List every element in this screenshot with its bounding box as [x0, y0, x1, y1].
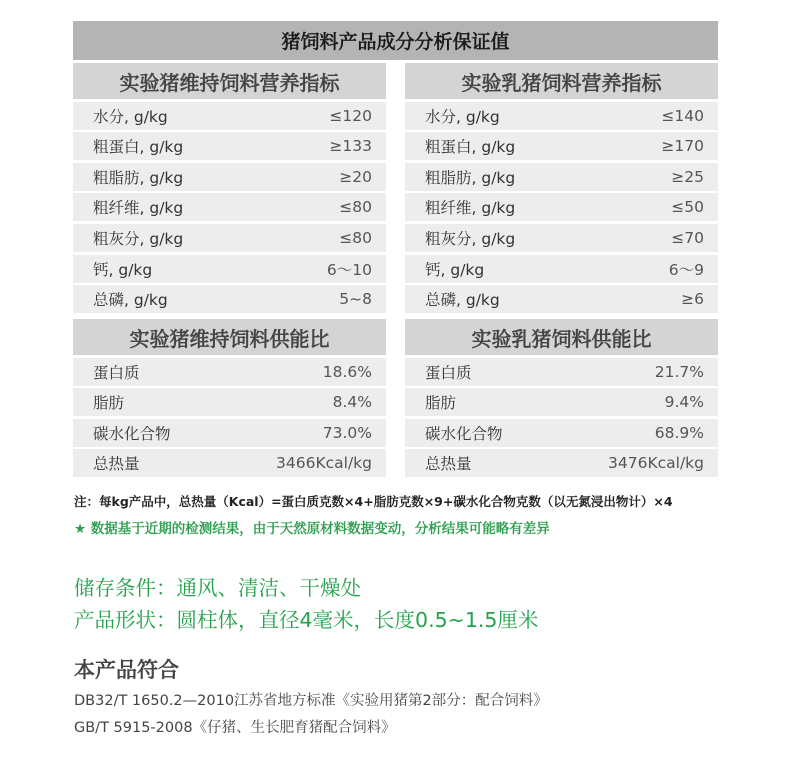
row-value: 8.4%: [332, 393, 372, 412]
row-label: 粗灰分, g/kg: [425, 229, 516, 248]
main-title: 猪饲料产品成分分析保证值: [73, 21, 718, 60]
row-label: 总热量: [93, 455, 140, 474]
table-row: [73, 163, 386, 191]
row-label: 钙, g/kg: [93, 260, 153, 279]
row-label: 蛋白质: [93, 363, 140, 382]
table-header: 实验乳猪饲料供能比: [405, 319, 718, 355]
table-row: [405, 193, 718, 221]
table-row: [405, 449, 718, 477]
table-row: [73, 388, 386, 416]
row-value: ≤140: [661, 106, 704, 125]
row-label: 粗蛋白, g/kg: [93, 138, 184, 157]
row-label: 粗脂肪, g/kg: [425, 168, 516, 187]
calorie-note: 注：每kg产品中，总热量（Kcal）=蛋白质克数×4+脂肪克数×9+碳水化合物克数（以无氮浸出物计）×4: [74, 494, 673, 509]
row-value: ≤120: [329, 106, 372, 125]
table-row: [405, 255, 718, 283]
piglet-energy-table: [405, 319, 718, 477]
row-value: ≥170: [661, 137, 704, 156]
table-row: [73, 132, 386, 160]
table-row: [405, 132, 718, 160]
standard-item: GB/T 5915-2008《仔猪、生长肥育猪配合饲料》: [74, 720, 396, 736]
row-label: 总热量: [425, 455, 472, 474]
table-row: [73, 358, 386, 386]
row-label: 粗纤维, g/kg: [93, 199, 184, 218]
row-label: 碳水化合物: [93, 424, 171, 443]
row-value: ≤70: [671, 228, 704, 247]
row-label: 碳水化合物: [425, 424, 503, 443]
row-value: 6～9: [668, 260, 704, 279]
row-value: 3466Kcal/kg: [276, 454, 372, 473]
table-row: [405, 285, 718, 313]
table-row: [405, 419, 718, 447]
row-label: 钙, g/kg: [425, 260, 485, 279]
row-value: 5~8: [339, 290, 372, 309]
row-value: ≥133: [329, 137, 372, 156]
table-row: [405, 388, 718, 416]
maintenance-energy-table: [73, 319, 386, 477]
row-label: 脂肪: [93, 394, 125, 413]
data-disclaimer: ★ 数据基于近期的检测结果，由于天然原材料数据变动，分析结果可能略有差异: [74, 521, 550, 537]
row-label: 总磷, g/kg: [425, 291, 500, 310]
storage-conditions: 储存条件：通风、清洁、干燥处: [74, 576, 361, 600]
table-row: [73, 285, 386, 313]
table-row: [73, 224, 386, 252]
row-value: 73.0%: [322, 423, 372, 442]
row-value: 68.9%: [654, 423, 704, 442]
standard-item: DB32/T 1650.2—2010江苏省地方标准《实验用猪第2部分：配合饲料》: [74, 693, 548, 709]
table-header: 实验猪维持饲料供能比: [73, 319, 386, 355]
table-row: [73, 255, 386, 283]
row-value: ≤50: [671, 198, 704, 217]
row-value: 18.6%: [322, 362, 372, 381]
row-label: 总磷, g/kg: [93, 291, 168, 310]
row-value: ≥6: [681, 290, 704, 309]
row-label: 蛋白质: [425, 363, 472, 382]
table-row: [73, 193, 386, 221]
row-value: ≥25: [671, 167, 704, 186]
maintenance-nutrition-table: [73, 63, 386, 313]
table-row: [73, 102, 386, 130]
row-value: 21.7%: [654, 362, 704, 381]
product-shape: 产品形状：圆柱体，直径4毫米，长度0.5~1.5厘米: [74, 608, 539, 632]
row-value: ≥20: [339, 167, 372, 186]
table-row: [405, 224, 718, 252]
row-label: 粗灰分, g/kg: [93, 229, 184, 248]
table-row: [405, 358, 718, 386]
table-header: 实验猪维持饲料营养指标: [73, 63, 386, 99]
table-row: [405, 102, 718, 130]
row-value: ≤80: [339, 228, 372, 247]
row-value: 9.4%: [664, 393, 704, 412]
row-label: 脂肪: [425, 394, 457, 413]
row-label: 水分, g/kg: [93, 107, 168, 126]
row-value: 3476Kcal/kg: [608, 454, 704, 473]
row-label: 粗蛋白, g/kg: [425, 138, 516, 157]
piglet-nutrition-table: [405, 63, 718, 313]
compliance-title: 本产品符合: [74, 658, 179, 682]
table-row: [73, 419, 386, 447]
table-header: 实验乳猪饲料营养指标: [405, 63, 718, 99]
row-value: ≤80: [339, 198, 372, 217]
row-label: 水分, g/kg: [425, 107, 500, 126]
row-label: 粗纤维, g/kg: [425, 199, 516, 218]
row-label: 粗脂肪, g/kg: [93, 168, 184, 187]
table-row: [405, 163, 718, 191]
row-value: 6～10: [326, 260, 372, 279]
table-row: [73, 449, 386, 477]
